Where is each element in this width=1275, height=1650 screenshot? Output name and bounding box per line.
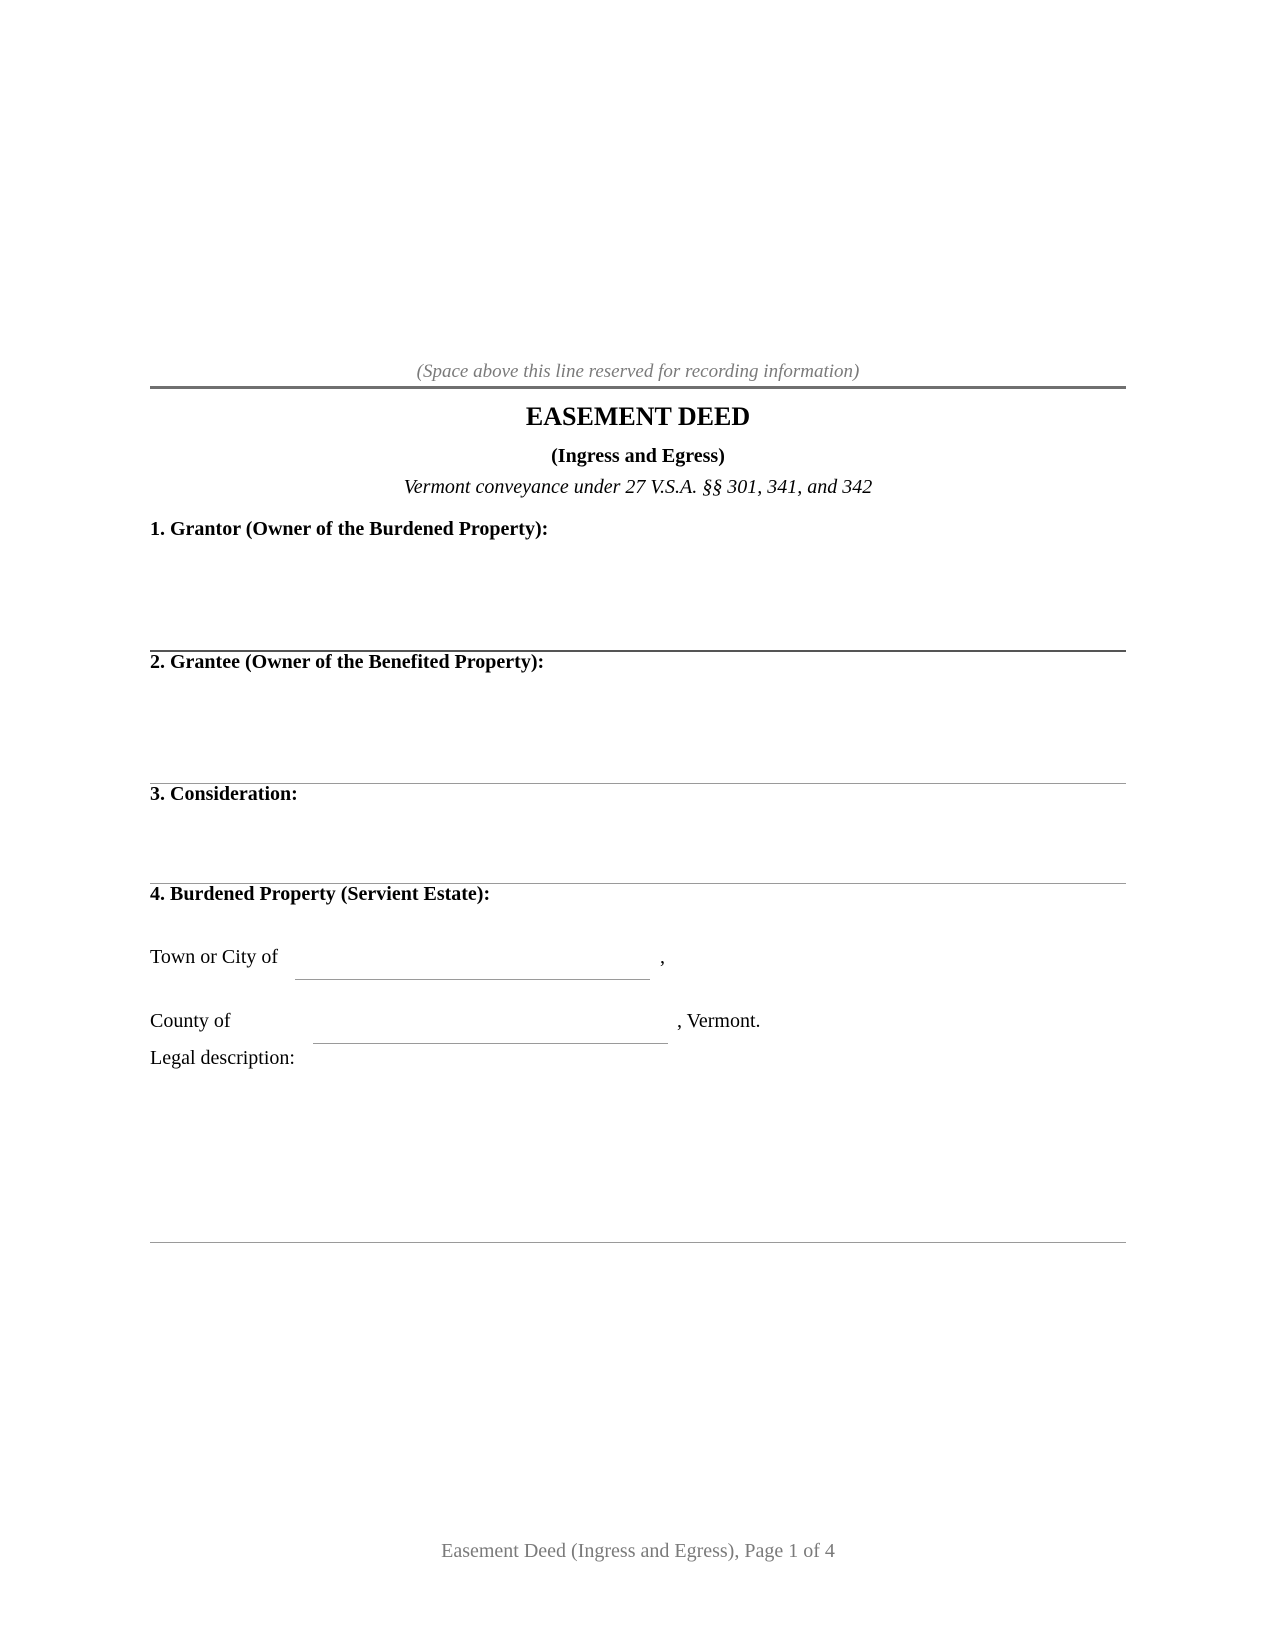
county-suffix: , Vermont. (677, 1010, 761, 1032)
grantee-heading: 2. Grantee (Owner of the Benefited Property): (150, 651, 545, 673)
document-subtitle: (Ingress and Egress) (551, 445, 725, 467)
town-suffix: , (660, 946, 665, 968)
burdened-property-heading: 4. Burdened Property (Servient Estate): (150, 883, 491, 905)
county-field[interactable] (313, 1043, 668, 1044)
county-label: County of (150, 1010, 231, 1032)
grantor-heading: 1. Grantor (Owner of the Burdened Property): (150, 518, 549, 540)
recording-divider (150, 386, 1126, 389)
legal-description-entry-line[interactable] (150, 1242, 1126, 1243)
statute-reference: Vermont conveyance under 27 V.S.A. §§ 301, 341, and 342 (403, 476, 873, 498)
legal-description-label: Legal description: (150, 1047, 295, 1069)
town-label: Town or City of (150, 946, 279, 968)
document-title: EASEMENT DEED (525, 402, 751, 431)
town-field[interactable] (295, 979, 650, 980)
recording-note: (Space above this line reserved for recording information) (416, 361, 860, 382)
consideration-heading: 3. Consideration: (150, 783, 298, 805)
page-footer: Easement Deed (Ingress and Egress), Page 1 of 4 (441, 1540, 835, 1562)
